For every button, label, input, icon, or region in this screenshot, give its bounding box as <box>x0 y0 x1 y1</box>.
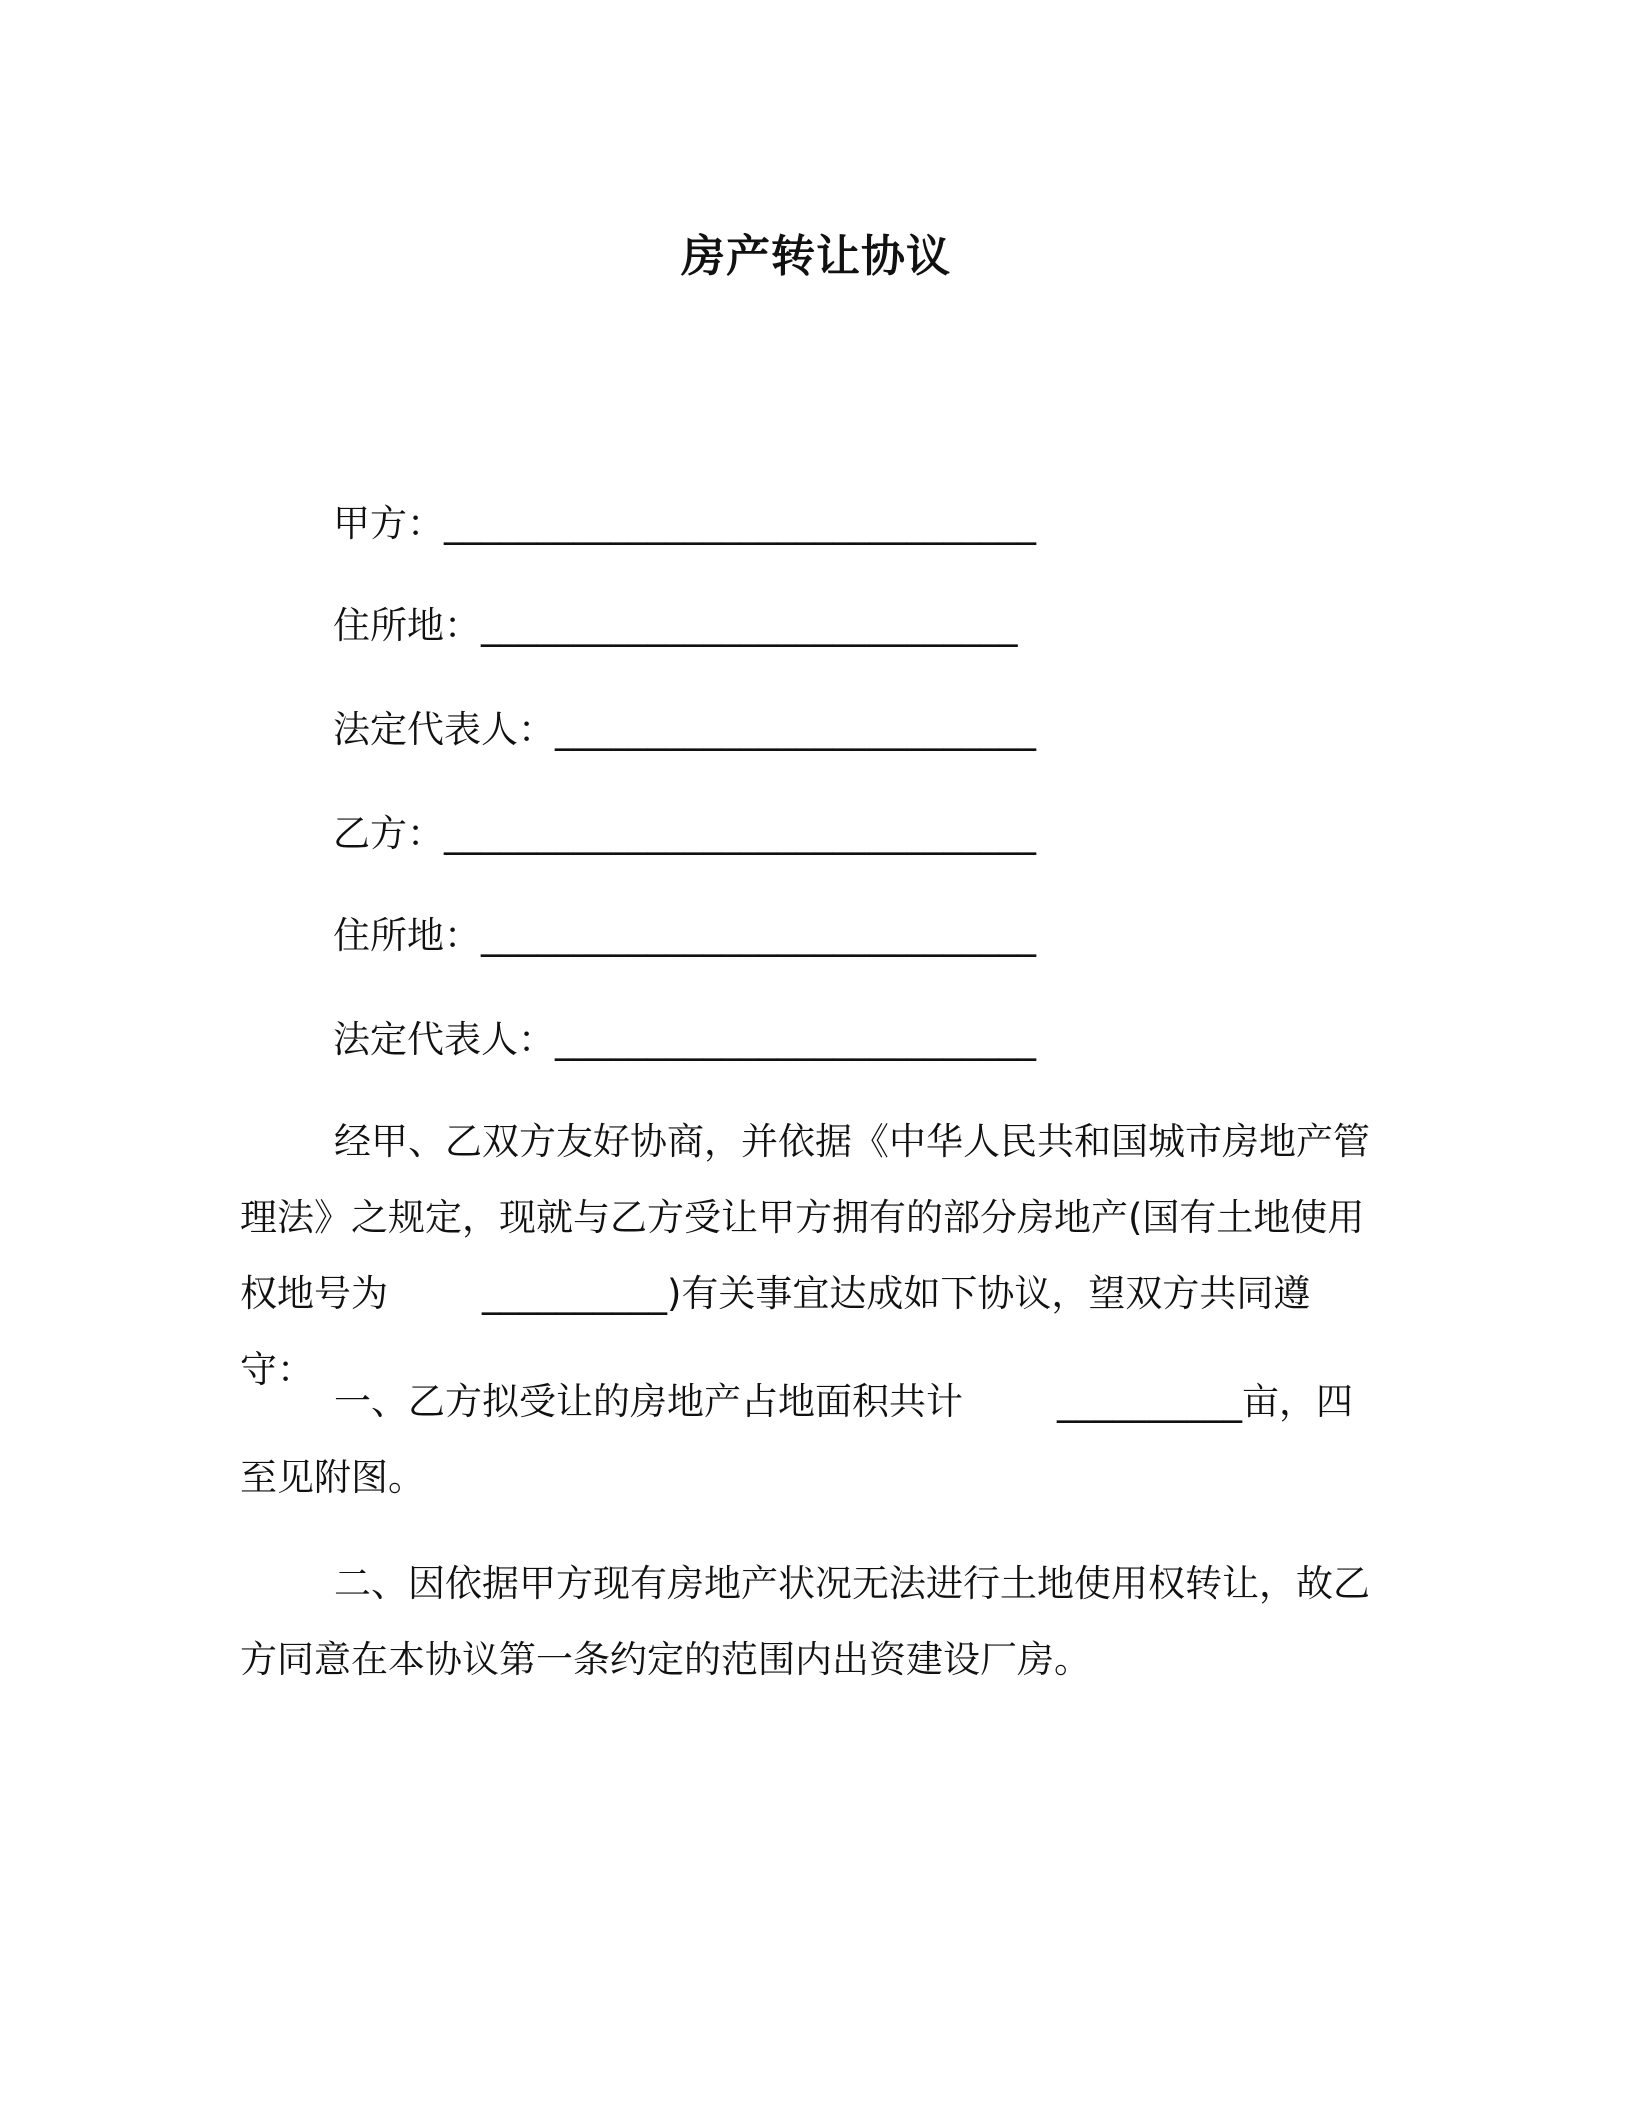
party-a-blank: ________________________________ <box>444 502 1036 545</box>
preamble-text-end: )有关事宜达成如下协议，望双方共同遵守： <box>240 1272 1311 1391</box>
clause-1-paragraph <box>240 1364 1380 1516</box>
land-number-blank: __________ <box>482 1272 667 1315</box>
party-a-address-blank: _____________________________ <box>481 604 1018 647</box>
clause-1-text-end: 亩，四至见附图。 <box>240 1380 1353 1499</box>
party-a-representative-field <box>333 706 1036 754</box>
area-blank: __________ <box>1057 1380 1242 1423</box>
clause-1-text-start: 一、乙方拟受让的房地产占地面积共计 <box>334 1380 963 1423</box>
party-b-address-field <box>333 912 1036 960</box>
party-a-address-field <box>333 602 1018 650</box>
party-b-address-blank: ______________________________ <box>481 914 1036 957</box>
party-b-label: 乙方： <box>333 812 444 855</box>
party-b-address-label: 住所地： <box>333 914 481 957</box>
party-b-field <box>333 810 1036 858</box>
party-a-label: 甲方： <box>333 502 444 545</box>
document-title: 房产转让协议 <box>681 231 951 282</box>
party-a-address-label: 住所地： <box>333 604 481 647</box>
party-a-representative-blank: __________________________ <box>555 708 1036 751</box>
party-b-representative-label: 法定代表人： <box>333 1018 555 1061</box>
party-a-representative-label: 法定代表人： <box>333 708 555 751</box>
clause-2-paragraph: 二、因依据甲方现有房地产状况无法进行土地使用权转让，故乙方同意在本协议第一条约定的范围内出资建设厂房。 <box>240 1562 1370 1681</box>
party-b-blank: ________________________________ <box>444 812 1036 855</box>
party-b-representative-blank: __________________________ <box>555 1018 1036 1061</box>
preamble-paragraph <box>240 1104 1380 1408</box>
preamble-text-start: 经甲、乙双方友好协商，并依据《中华人民共和国城市房地产管理法》之规定，现就与乙方受让甲方拥有的部分房地产(国有土地使用权地号为 <box>240 1120 1370 1315</box>
party-b-representative-field <box>333 1016 1036 1064</box>
party-a-field <box>333 500 1036 548</box>
